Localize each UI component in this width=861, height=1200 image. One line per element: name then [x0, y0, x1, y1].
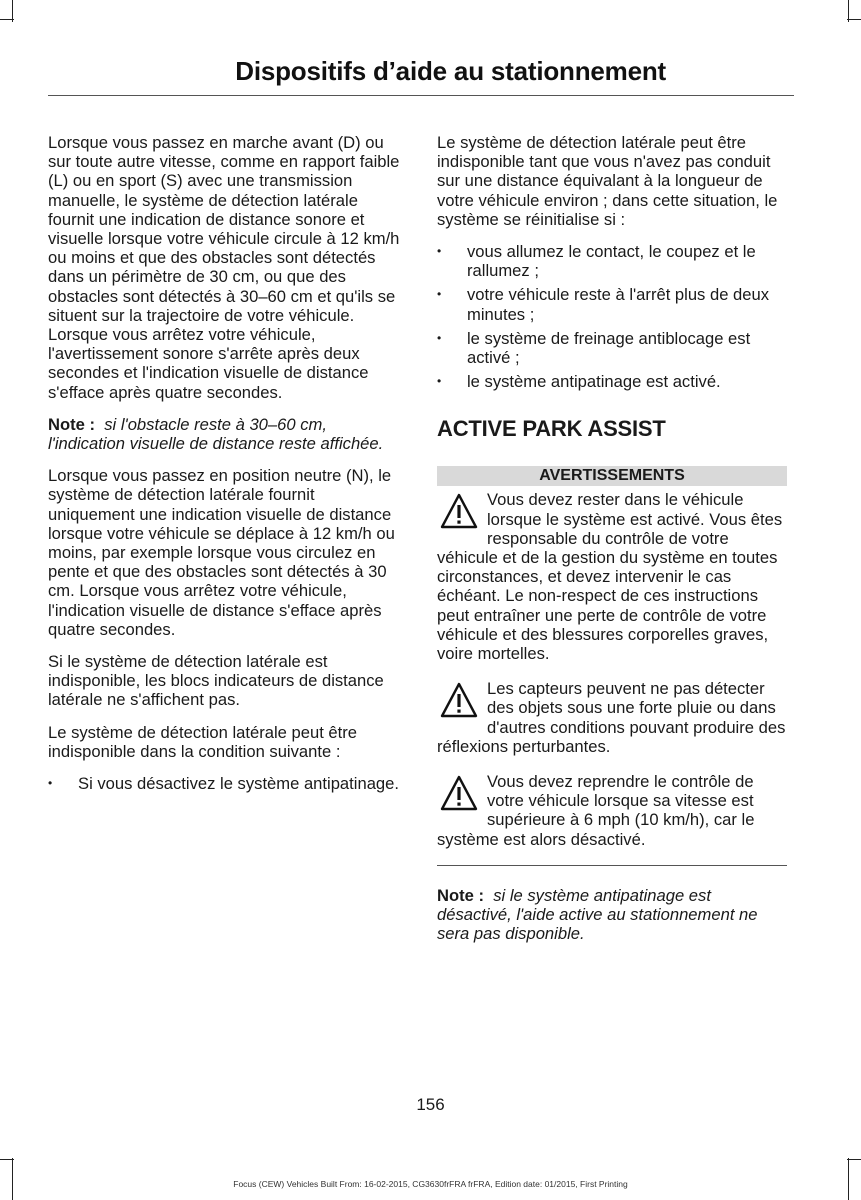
warning-text: Vous devez rester dans le véhicule lorsque le système est activé. Vous êtes responsable du contrôle de votre véhicule et de la gestion du système en toutes circonstances, et devez intervenir le cas échéant. Le non-respect de ces instructions peut entraîner une perte de contrôle de votre véhicule et des blessures corporelles graves, voire mortelles. [437, 490, 783, 664]
list-item: • votre véhicule reste à l'arrêt plus de deux minutes ; [437, 285, 787, 323]
paragraph: Lorsque vous passez en marche avant (D) ou sur toute autre vitesse, comme en rapport faible (L) ou en sport (S) avec une transmission manuelle, le système de détection latérale fournit une indication de distance sonore et visuelle lorsque votre véhicule circule à 12 km/h ou moins et que des obstacles sont détectés dans un périmètre de 30 cm, ou que des obstacles sont détectés à 30–60 cm et qu'ils se situent sur la trajectoire de votre véhicule. Lorsque vous arrêtez votre véhicule, l'avertissement sonore s'arrête après deux secondes et l'indication visuelle de distance s'efface après quatre secondes. [48, 133, 400, 402]
note [48, 415, 400, 453]
warning-text: Les capteurs peuvent ne pas détecter des objets sous une forte pluie ou dans d'autres conditions pouvant produire des réflexions perturbantes. [437, 679, 786, 756]
bullet-list [48, 774, 400, 793]
note-text: si l'obstacle reste à 30–60 cm, l'indication visuelle de distance reste affichée. [48, 414, 384, 454]
footer: Focus (CEW) Vehicles Built From: 16-02-2015, CG3630frFRA frFRA, Edition date: 01/2015, First Printing [233, 1179, 628, 1189]
paragraph: Le système de détection latérale peut être indisponible dans la condition suivante : [48, 722, 358, 761]
right-column [437, 133, 787, 957]
crop-mark [0, 1159, 14, 1160]
crop-mark [847, 1159, 861, 1160]
warning-triangle-icon [439, 774, 479, 814]
list-item: • le système de freinage antiblocage est activé ; [437, 329, 787, 367]
note-label: Note : [48, 414, 96, 434]
list-item: • vous allumez le contact, le coupez et le rallumez ; [437, 242, 787, 280]
warning-text: Vous devez reprendre le contrôle de votre véhicule lorsque sa vitesse est supérieure à 6 mph (10 km/h), car le système est alors désactivé. [437, 772, 755, 849]
note-label: Note : [437, 885, 485, 905]
bullet-list [437, 242, 787, 391]
crop-mark [0, 19, 14, 20]
crop-mark [847, 19, 861, 20]
warning-box [437, 772, 787, 849]
paragraph: Le système de détection latérale peut être indisponible tant que vous n'avez pas conduit sur une distance équivalant à la longueur de votre véhicule environ ; dans cette situation, le système se réinitialise si : [437, 133, 778, 229]
warning-box [437, 490, 787, 663]
warnings-divider [437, 865, 787, 866]
title-divider [48, 95, 794, 96]
warning-box [437, 679, 787, 756]
list-item: • le système antipatinage est activé. [437, 372, 787, 391]
list-item: • Si vous désactivez le système antipatinage. [48, 774, 400, 793]
warnings-heading: AVERTISSEMENTS [437, 466, 787, 486]
section-heading: ACTIVE PARK ASSIST [437, 416, 666, 442]
paragraph: Lorsque vous passez en position neutre (N), le système de détection latérale fournit uniquement une indication visuelle de distance lorsque votre véhicule se déplace à 12 km/h ou moins, par exemple lorsque vous circulez en pente et que des obstacles sont détectés à 30 cm. Lorsque vous arrêtez votre véhicule, l'indication visuelle de distance s'efface après quatre secondes. [48, 466, 395, 639]
left-column [48, 133, 400, 803]
warning-triangle-icon [439, 492, 479, 532]
warning-triangle-icon [439, 681, 479, 721]
note-text: si le système antipatinage est désactivé, l'aide active au stationnement ne sera pas disponible. [437, 885, 758, 944]
page-number: 156 [416, 1095, 445, 1114]
page-title: Dispositifs d’aide au stationnement [235, 56, 666, 86]
note [437, 886, 787, 944]
paragraph: Si le système de détection latérale est indisponible, les blocs indicateurs de distance latérale ne s'affichent pas. [48, 652, 384, 710]
